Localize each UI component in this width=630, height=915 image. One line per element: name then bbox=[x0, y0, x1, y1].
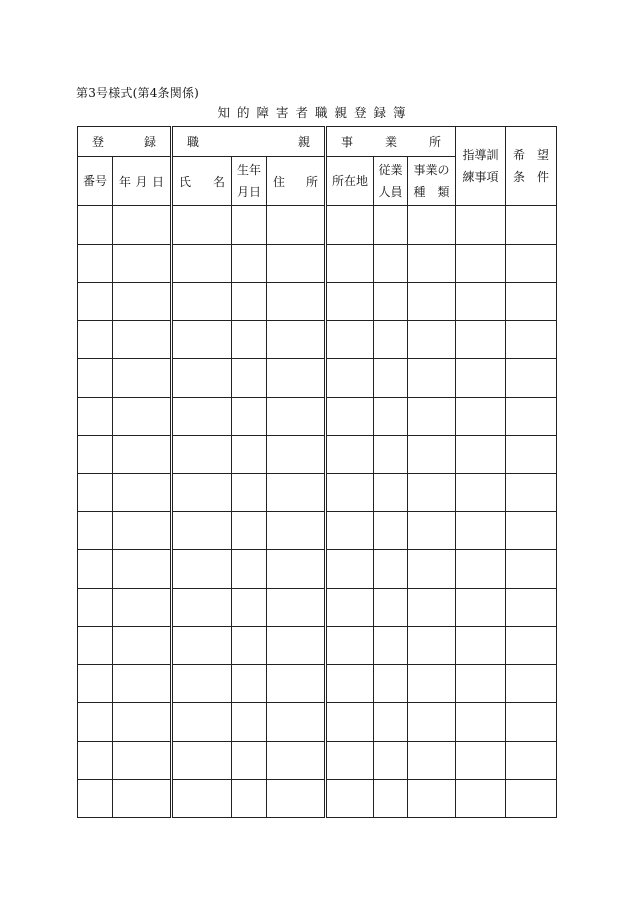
table-cell[interactable] bbox=[232, 779, 267, 817]
table-cell[interactable] bbox=[506, 588, 557, 626]
table-cell[interactable] bbox=[456, 206, 506, 244]
table-cell[interactable] bbox=[506, 703, 557, 741]
table-cell[interactable] bbox=[408, 435, 456, 473]
table-cell[interactable] bbox=[456, 359, 506, 397]
header-number: 番号 bbox=[78, 157, 113, 206]
table-cell[interactable] bbox=[326, 435, 374, 473]
table-cell[interactable] bbox=[456, 397, 506, 435]
table-cell[interactable] bbox=[172, 282, 232, 320]
table-cell[interactable] bbox=[506, 397, 557, 435]
table-cell[interactable] bbox=[232, 206, 267, 244]
table-cell[interactable] bbox=[374, 626, 408, 664]
table-cell[interactable] bbox=[374, 244, 408, 282]
table-cell[interactable] bbox=[172, 435, 232, 473]
header-registration: 登 録 bbox=[78, 127, 172, 157]
table-cell[interactable] bbox=[408, 512, 456, 550]
header-business-type: 事業の 種 類 bbox=[408, 157, 456, 206]
table-cell[interactable] bbox=[326, 779, 374, 817]
form-number: 第3号様式(第4条関係) bbox=[76, 86, 200, 100]
table-row bbox=[78, 779, 557, 817]
table-cell[interactable] bbox=[232, 512, 267, 550]
table-cell[interactable] bbox=[78, 550, 113, 588]
table-cell[interactable] bbox=[78, 665, 113, 703]
table-cell[interactable] bbox=[113, 588, 172, 626]
table-cell[interactable] bbox=[267, 703, 326, 741]
header-wish: 希 望 条 件 bbox=[506, 127, 557, 206]
table-cell[interactable] bbox=[78, 626, 113, 664]
table-cell[interactable] bbox=[374, 282, 408, 320]
table-cell[interactable] bbox=[232, 665, 267, 703]
table-cell[interactable] bbox=[172, 244, 232, 282]
table-cell[interactable] bbox=[78, 435, 113, 473]
table-cell[interactable] bbox=[408, 550, 456, 588]
table-cell[interactable] bbox=[326, 550, 374, 588]
table-cell[interactable] bbox=[456, 626, 506, 664]
table-cell[interactable] bbox=[326, 359, 374, 397]
table-cell[interactable] bbox=[113, 282, 172, 320]
table-cell[interactable] bbox=[374, 665, 408, 703]
table-cell[interactable] bbox=[374, 435, 408, 473]
table-cell[interactable] bbox=[506, 741, 557, 779]
table-cell[interactable] bbox=[113, 321, 172, 359]
table-cell[interactable] bbox=[326, 282, 374, 320]
table-cell[interactable] bbox=[267, 626, 326, 664]
table-cell[interactable] bbox=[456, 741, 506, 779]
table-cell[interactable] bbox=[232, 282, 267, 320]
table-row bbox=[78, 397, 557, 435]
registry-table bbox=[77, 126, 557, 818]
table-cell[interactable] bbox=[408, 359, 456, 397]
table-row bbox=[78, 626, 557, 664]
table-cell[interactable] bbox=[326, 321, 374, 359]
table-cell[interactable] bbox=[78, 397, 113, 435]
table-cell[interactable] bbox=[78, 244, 113, 282]
table-cell[interactable] bbox=[172, 359, 232, 397]
table-cell[interactable] bbox=[267, 473, 326, 511]
table-cell[interactable] bbox=[408, 665, 456, 703]
table-row bbox=[78, 359, 557, 397]
table-cell[interactable] bbox=[267, 665, 326, 703]
table-row bbox=[78, 665, 557, 703]
table-cell[interactable] bbox=[172, 665, 232, 703]
table-cell[interactable] bbox=[456, 512, 506, 550]
header-employees: 従業 人員 bbox=[374, 157, 408, 206]
table-cell[interactable] bbox=[456, 282, 506, 320]
header-location: 所在地 bbox=[326, 157, 374, 206]
table-cell[interactable] bbox=[506, 626, 557, 664]
table-cell[interactable] bbox=[374, 779, 408, 817]
table-cell[interactable] bbox=[113, 665, 172, 703]
table-cell[interactable] bbox=[172, 206, 232, 244]
table-cell[interactable] bbox=[408, 397, 456, 435]
table-cell[interactable] bbox=[232, 550, 267, 588]
table-cell[interactable] bbox=[506, 779, 557, 817]
table-cell[interactable] bbox=[267, 550, 326, 588]
table-row bbox=[78, 550, 557, 588]
table-cell[interactable] bbox=[172, 703, 232, 741]
table-cell[interactable] bbox=[374, 588, 408, 626]
table-cell[interactable] bbox=[232, 703, 267, 741]
table-cell[interactable] bbox=[232, 435, 267, 473]
table-cell[interactable] bbox=[408, 588, 456, 626]
table-cell[interactable] bbox=[408, 206, 456, 244]
table-cell[interactable] bbox=[408, 244, 456, 282]
table-cell[interactable] bbox=[232, 626, 267, 664]
table-cell[interactable] bbox=[506, 665, 557, 703]
table-cell[interactable] bbox=[326, 206, 374, 244]
table-cell[interactable] bbox=[78, 282, 113, 320]
table-row bbox=[78, 512, 557, 550]
table-cell[interactable] bbox=[408, 626, 456, 664]
table-cell[interactable] bbox=[172, 321, 232, 359]
table-cell[interactable] bbox=[456, 588, 506, 626]
table-cell[interactable] bbox=[172, 588, 232, 626]
table-cell[interactable] bbox=[456, 665, 506, 703]
table-cell[interactable] bbox=[232, 588, 267, 626]
table-cell[interactable] bbox=[267, 359, 326, 397]
table-row bbox=[78, 282, 557, 320]
table-cell[interactable] bbox=[78, 703, 113, 741]
document-title: 知的障害者職親登録簿 bbox=[217, 105, 413, 120]
table-cell[interactable] bbox=[506, 473, 557, 511]
table-cell[interactable] bbox=[232, 741, 267, 779]
table-cell[interactable] bbox=[326, 473, 374, 511]
table-cell[interactable] bbox=[506, 550, 557, 588]
table-cell[interactable] bbox=[232, 321, 267, 359]
table-cell[interactable] bbox=[456, 550, 506, 588]
table-cell[interactable] bbox=[113, 703, 172, 741]
table-cell[interactable] bbox=[374, 512, 408, 550]
table-cell[interactable] bbox=[113, 206, 172, 244]
table-cell[interactable] bbox=[113, 626, 172, 664]
table-cell[interactable] bbox=[374, 397, 408, 435]
table-cell[interactable] bbox=[456, 321, 506, 359]
table-cell[interactable] bbox=[326, 626, 374, 664]
table-cell[interactable] bbox=[408, 282, 456, 320]
table-cell[interactable] bbox=[374, 550, 408, 588]
table-cell[interactable] bbox=[326, 665, 374, 703]
table-cell[interactable] bbox=[172, 550, 232, 588]
table-cell[interactable] bbox=[78, 359, 113, 397]
table-cell[interactable] bbox=[113, 473, 172, 511]
table-cell[interactable] bbox=[408, 779, 456, 817]
table-cell[interactable] bbox=[113, 397, 172, 435]
table-cell[interactable] bbox=[374, 206, 408, 244]
table-row bbox=[78, 741, 557, 779]
table-cell[interactable] bbox=[326, 512, 374, 550]
table-cell[interactable] bbox=[267, 741, 326, 779]
table-cell[interactable] bbox=[267, 397, 326, 435]
table-cell[interactable] bbox=[113, 550, 172, 588]
header-name: 氏 名 bbox=[172, 157, 232, 206]
table-row bbox=[78, 244, 557, 282]
table-cell[interactable] bbox=[172, 626, 232, 664]
table-cell[interactable] bbox=[78, 741, 113, 779]
table-cell[interactable] bbox=[506, 435, 557, 473]
table-cell[interactable] bbox=[172, 512, 232, 550]
table-cell[interactable] bbox=[78, 588, 113, 626]
table-cell[interactable] bbox=[78, 512, 113, 550]
table-cell[interactable] bbox=[232, 244, 267, 282]
header-office: 事 業 所 bbox=[326, 127, 456, 157]
table-cell[interactable] bbox=[113, 359, 172, 397]
table-cell[interactable] bbox=[506, 359, 557, 397]
table-cell[interactable] bbox=[408, 741, 456, 779]
table-cell[interactable] bbox=[408, 321, 456, 359]
table-cell[interactable] bbox=[172, 741, 232, 779]
table-cell[interactable] bbox=[172, 473, 232, 511]
table-cell[interactable] bbox=[374, 741, 408, 779]
table-cell[interactable] bbox=[506, 321, 557, 359]
table-cell[interactable] bbox=[456, 703, 506, 741]
table-cell[interactable] bbox=[172, 779, 232, 817]
table-row bbox=[78, 703, 557, 741]
header-date: 年 月 日 bbox=[113, 157, 172, 206]
table-cell[interactable] bbox=[113, 779, 172, 817]
table-cell[interactable] bbox=[408, 703, 456, 741]
table-cell[interactable] bbox=[113, 741, 172, 779]
table-cell[interactable] bbox=[78, 321, 113, 359]
table-cell[interactable] bbox=[456, 435, 506, 473]
table-cell[interactable] bbox=[232, 359, 267, 397]
table-cell[interactable] bbox=[374, 359, 408, 397]
table-cell[interactable] bbox=[113, 244, 172, 282]
table-cell[interactable] bbox=[267, 244, 326, 282]
table-cell[interactable] bbox=[506, 244, 557, 282]
table-cell[interactable] bbox=[172, 397, 232, 435]
table-cell[interactable] bbox=[326, 588, 374, 626]
table-cell[interactable] bbox=[374, 473, 408, 511]
table-row bbox=[78, 435, 557, 473]
table-cell[interactable] bbox=[267, 512, 326, 550]
header-address: 住 所 bbox=[267, 157, 326, 206]
table-cell[interactable] bbox=[408, 473, 456, 511]
table-cell[interactable] bbox=[326, 741, 374, 779]
table-cell[interactable] bbox=[113, 435, 172, 473]
table-cell[interactable] bbox=[456, 244, 506, 282]
header-birth: 生年 月日 bbox=[232, 157, 267, 206]
header-guidance: 指導訓 練事項 bbox=[456, 127, 506, 206]
table-cell[interactable] bbox=[232, 473, 267, 511]
table-cell[interactable] bbox=[267, 282, 326, 320]
table-cell[interactable] bbox=[267, 588, 326, 626]
table-cell[interactable] bbox=[374, 703, 408, 741]
table-row bbox=[78, 206, 557, 244]
table-cell[interactable] bbox=[232, 397, 267, 435]
table-cell[interactable] bbox=[326, 244, 374, 282]
table-cell[interactable] bbox=[456, 473, 506, 511]
table-cell[interactable] bbox=[267, 206, 326, 244]
table-cell[interactable] bbox=[267, 435, 326, 473]
table-cell[interactable] bbox=[506, 206, 557, 244]
header-shokuoya: 職 親 bbox=[172, 127, 326, 157]
table-cell[interactable] bbox=[78, 206, 113, 244]
table-cell[interactable] bbox=[506, 282, 557, 320]
table-cell[interactable] bbox=[506, 512, 557, 550]
table-row bbox=[78, 321, 557, 359]
table-cell[interactable] bbox=[78, 779, 113, 817]
table-cell[interactable] bbox=[267, 321, 326, 359]
table-cell[interactable] bbox=[456, 779, 506, 817]
table-cell[interactable] bbox=[267, 779, 326, 817]
table-cell[interactable] bbox=[113, 512, 172, 550]
table-cell[interactable] bbox=[326, 397, 374, 435]
table-cell[interactable] bbox=[374, 321, 408, 359]
table-cell[interactable] bbox=[326, 703, 374, 741]
table-cell[interactable] bbox=[78, 473, 113, 511]
table-row bbox=[78, 588, 557, 626]
table-row bbox=[78, 473, 557, 511]
